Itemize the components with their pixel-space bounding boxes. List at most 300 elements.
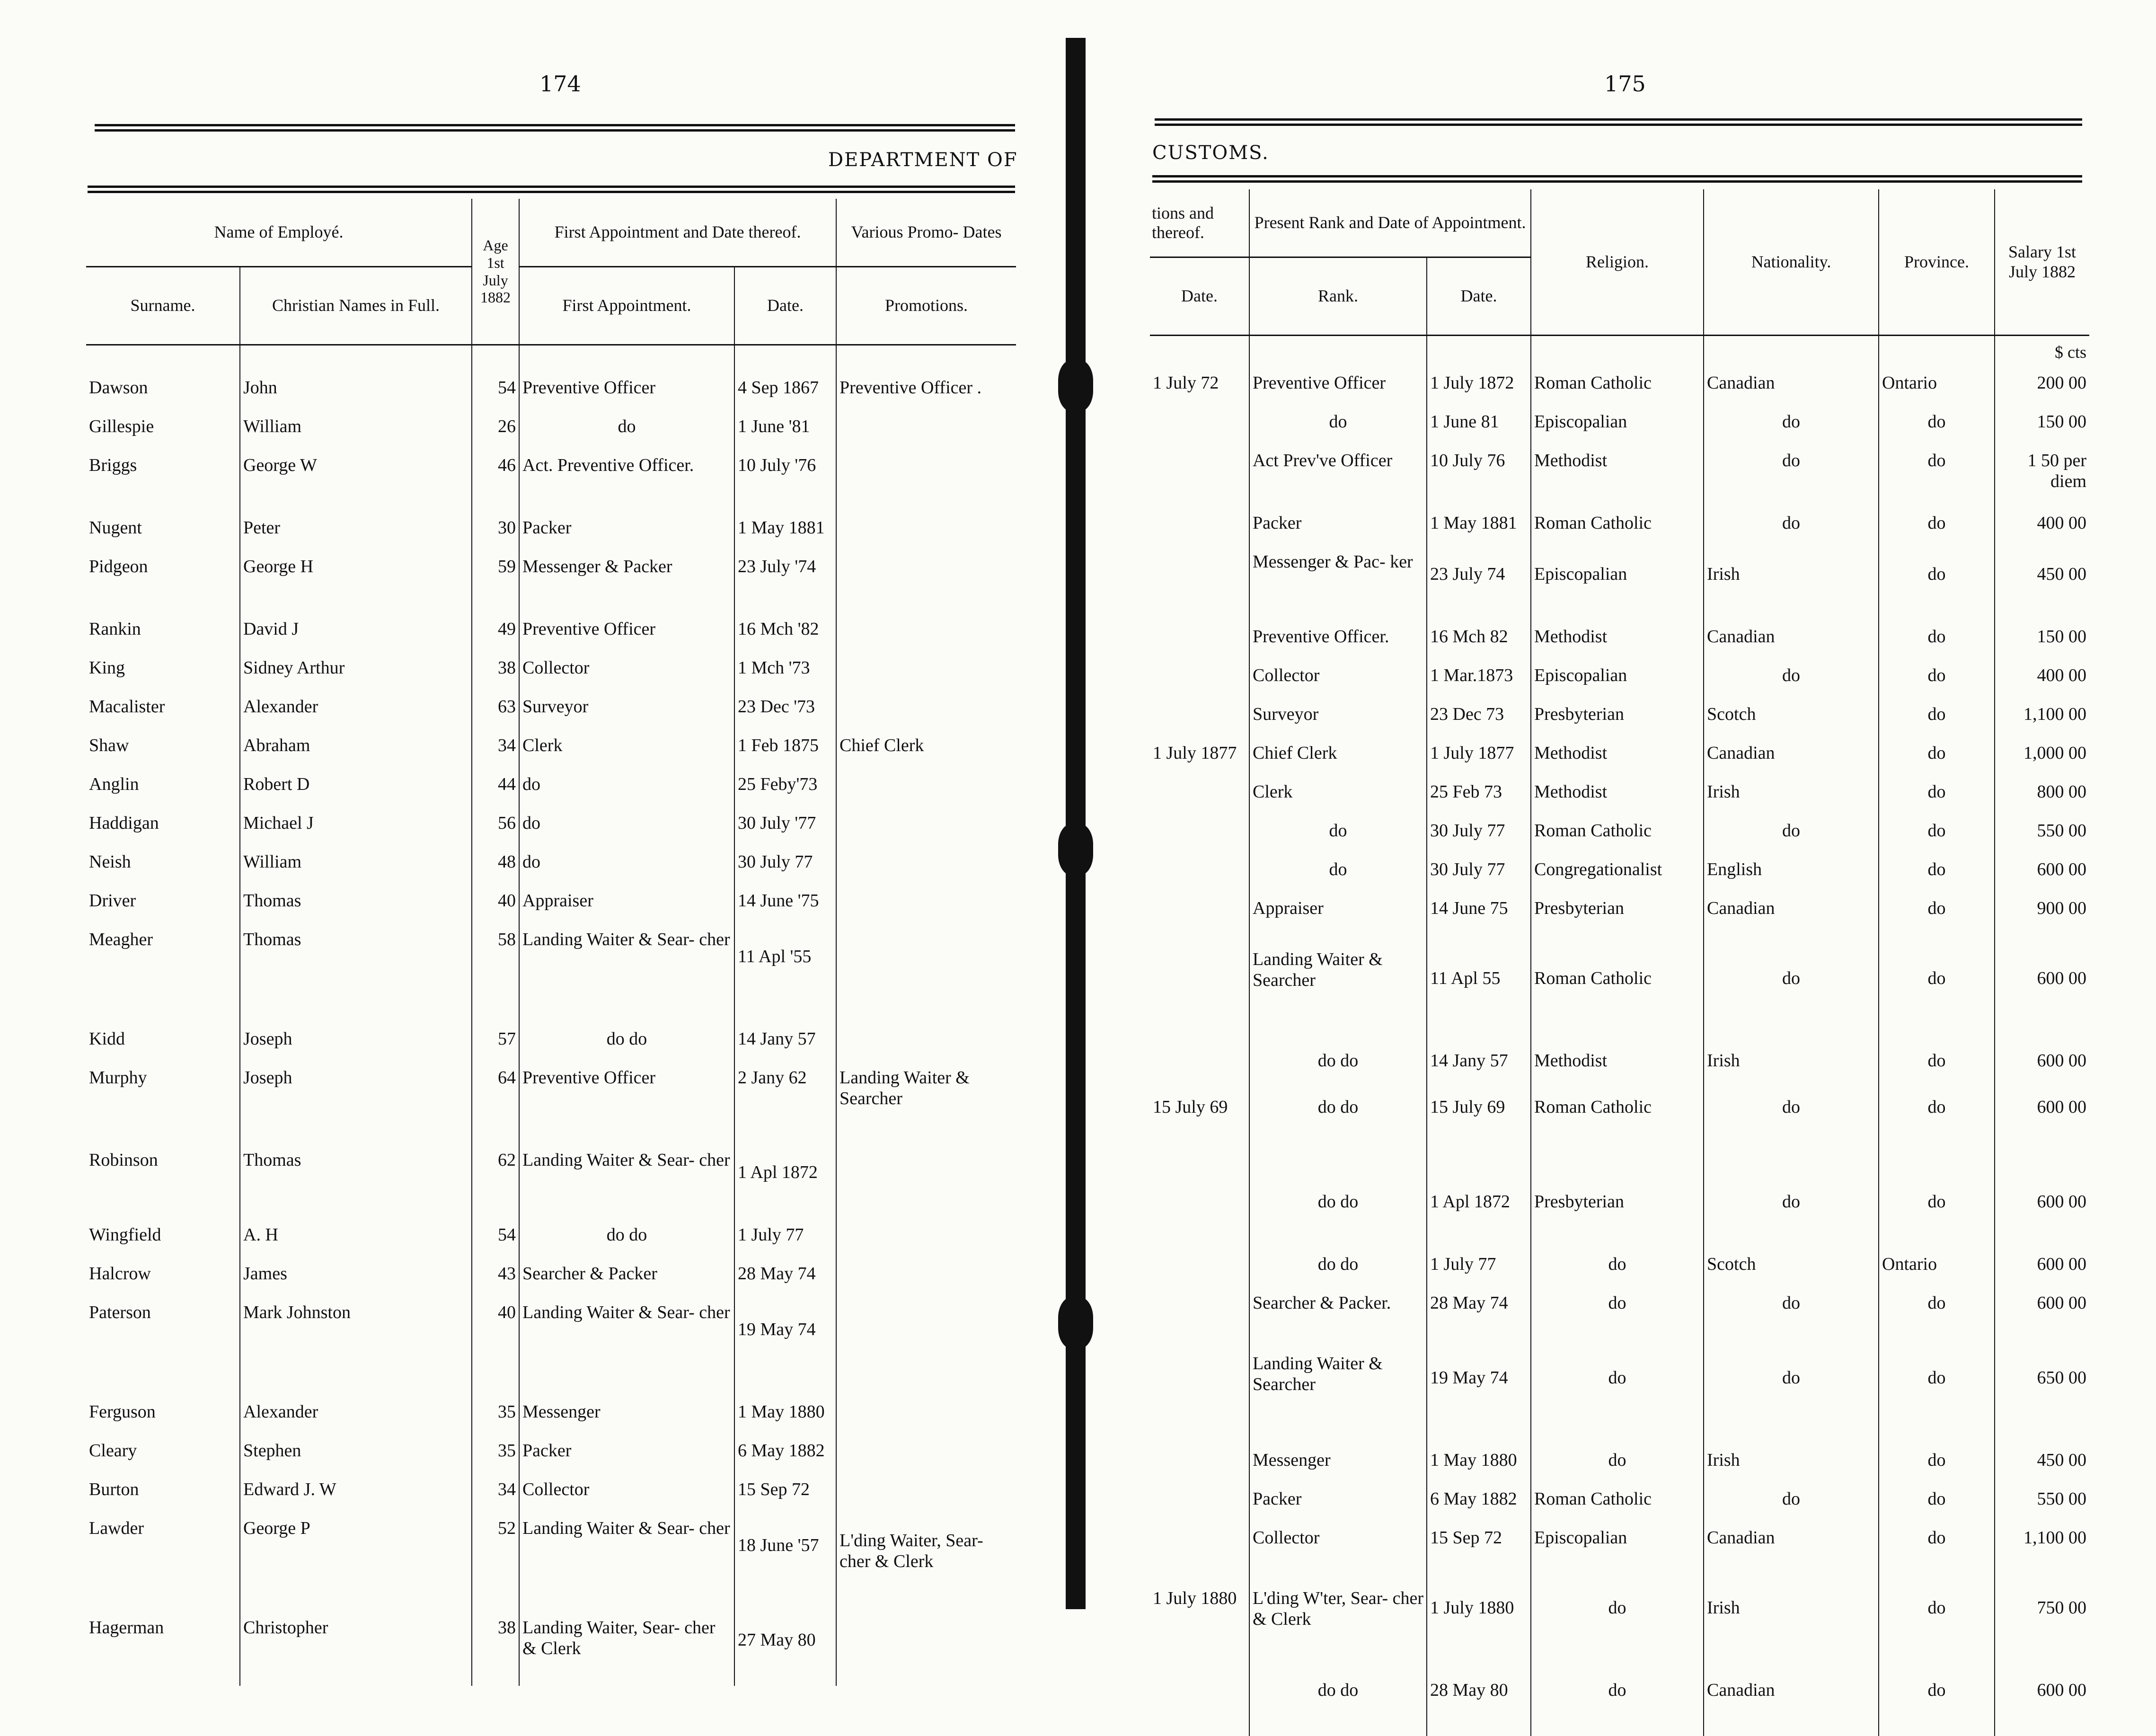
- rank-date: 11 Apl 55: [1427, 930, 1531, 1044]
- rank-date: 1 May 1880: [1427, 1444, 1531, 1482]
- province: do: [1879, 853, 1995, 892]
- first-appointment: do do: [519, 1218, 734, 1257]
- first-appointment: Landing Waiter & Sear- cher: [519, 923, 734, 1022]
- christian-names: Michael J: [240, 806, 472, 845]
- table-row: [1150, 1444, 2089, 1482]
- table-row: [1150, 736, 2089, 775]
- appointment-date: 28 May 74: [734, 1257, 836, 1296]
- spine-notch: [1058, 1297, 1093, 1349]
- double-rule: [88, 186, 1015, 193]
- table-row: [86, 612, 1016, 651]
- age: 52: [472, 1512, 519, 1611]
- age: 58: [472, 923, 519, 1022]
- first-appointment: Messenger: [519, 1395, 734, 1434]
- province: do: [1879, 506, 1995, 545]
- promotion: [836, 690, 1016, 729]
- promotion-date: [1150, 814, 1249, 853]
- table-row: [86, 923, 1016, 1022]
- christian-names: David J: [240, 612, 472, 651]
- rank: Surveyor: [1249, 698, 1427, 736]
- rank: Clerk: [1249, 775, 1427, 814]
- promotion: L'ding Waiter, Sear- cher & Clerk: [836, 1512, 1016, 1611]
- first-appointment: Preventive Officer: [519, 371, 734, 410]
- table-row: [1150, 659, 2089, 698]
- salary: 900 00: [1995, 892, 2089, 930]
- religion: do: [1531, 1560, 1704, 1674]
- rank-header: Rank.: [1249, 257, 1427, 336]
- nationality: do: [1704, 405, 1879, 444]
- religion: Roman Catholic: [1531, 506, 1704, 545]
- promotion-date: [1150, 1248, 1249, 1286]
- promotion: [836, 1143, 1016, 1218]
- promotion: [836, 1434, 1016, 1473]
- nationality: Canadian: [1704, 736, 1879, 775]
- province: do: [1879, 444, 1995, 506]
- nationality: do: [1704, 1173, 1879, 1248]
- religion: Roman Catholic: [1531, 1083, 1704, 1173]
- salary: 750 00: [1995, 1560, 2089, 1674]
- first-appointment: Clerk: [519, 729, 734, 768]
- rank-date: 16 Mch 82: [1427, 620, 1531, 659]
- age: 64: [472, 1061, 519, 1143]
- double-rule: [95, 124, 1015, 132]
- religion: do: [1531, 1674, 1704, 1736]
- appointment-date: 23 Dec '73: [734, 690, 836, 729]
- name-group-header: Name of Employé.: [86, 199, 472, 267]
- table-row: [86, 1218, 1016, 1257]
- salary-unit: $ cts: [1995, 336, 2089, 367]
- rank: Collector: [1249, 659, 1427, 698]
- religion: Methodist: [1531, 444, 1704, 506]
- salary: 600 00: [1995, 1674, 2089, 1736]
- nationality: Canadian: [1704, 620, 1879, 659]
- age: 34: [472, 729, 519, 768]
- rank-date: 25 Feb 73: [1427, 775, 1531, 814]
- table-row: [1150, 405, 2089, 444]
- double-rule: [1152, 175, 2082, 183]
- table-row: [86, 1434, 1016, 1473]
- nationality: Irish: [1704, 1444, 1879, 1482]
- salary: 1 50 per diem: [1995, 444, 2089, 506]
- appointment-date: 1 May 1880: [734, 1395, 836, 1434]
- rank-date: 15 July 69: [1427, 1083, 1531, 1173]
- surname: Paterson: [89, 1302, 151, 1322]
- age: 54: [472, 1218, 519, 1257]
- spine-notch: [1058, 824, 1093, 876]
- table-row: [86, 1611, 1016, 1686]
- rank: Landing Waiter & Searcher: [1249, 1325, 1427, 1444]
- first-appointment: Landing Waiter & Sear- cher: [519, 1512, 734, 1611]
- age: 38: [472, 651, 519, 690]
- christian-names: Alexander: [240, 1395, 472, 1434]
- salary-header: Salary 1st July 1882: [1995, 189, 2089, 336]
- promotion: [836, 1022, 1016, 1061]
- rank: do do: [1249, 1083, 1427, 1173]
- christian-names: John: [240, 371, 472, 410]
- date-header: Date.: [734, 267, 836, 345]
- promotion: [836, 511, 1016, 550]
- table-row: [1150, 1044, 2089, 1083]
- promotion: [836, 884, 1016, 923]
- salary: 150 00: [1995, 620, 2089, 659]
- province: do: [1879, 405, 1995, 444]
- table-row: [1150, 1325, 2089, 1444]
- rank-date: 14 Jany 57: [1427, 1044, 1531, 1083]
- rank-date-header: Date.: [1427, 257, 1531, 336]
- christian-names: Sidney Arthur: [240, 651, 472, 690]
- appointment-date: 16 Mch '82: [734, 612, 836, 651]
- age: 59: [472, 550, 519, 612]
- salary: 1,100 00: [1995, 1521, 2089, 1560]
- rank-date: 10 July 76: [1427, 444, 1531, 506]
- page-number: 174: [539, 71, 581, 97]
- rank: Chief Clerk: [1249, 736, 1427, 775]
- appointment-date: 18 June '57: [734, 1512, 836, 1611]
- appointment-date: 1 Apl 1872: [734, 1143, 836, 1218]
- rank: do do: [1249, 1248, 1427, 1286]
- religion: do: [1531, 1325, 1704, 1444]
- religion: do: [1531, 1286, 1704, 1325]
- christian-names: Abraham: [240, 729, 472, 768]
- nationality: do: [1704, 1325, 1879, 1444]
- promotion-date: [1150, 775, 1249, 814]
- first-appointment: Packer: [519, 1434, 734, 1473]
- rank: do: [1249, 814, 1427, 853]
- surname: King: [89, 658, 125, 678]
- surname: Wingfield: [89, 1225, 161, 1245]
- province: do: [1879, 698, 1995, 736]
- religion: Methodist: [1531, 620, 1704, 659]
- nationality: do: [1704, 930, 1879, 1044]
- promotion: [836, 651, 1016, 690]
- salary: 1,000 00: [1995, 736, 2089, 775]
- appointment-date: 1 May 1881: [734, 511, 836, 550]
- table-row: [86, 550, 1016, 612]
- promotion: [836, 449, 1016, 511]
- nationality: Canadian: [1704, 892, 1879, 930]
- religion: Methodist: [1531, 736, 1704, 775]
- province: do: [1879, 1674, 1995, 1736]
- first-appointment: Messenger & Packer: [519, 550, 734, 612]
- christian-names: George H: [240, 550, 472, 612]
- spine-notch: [1058, 360, 1093, 412]
- first-appointment: Packer: [519, 511, 734, 550]
- christian-names: Thomas: [240, 884, 472, 923]
- religion-header: Religion.: [1531, 189, 1704, 336]
- appointment-date: 25 Feby'73: [734, 768, 836, 806]
- province: do: [1879, 814, 1995, 853]
- first-appointment-group-header: First Appointment and Date thereof.: [519, 199, 836, 267]
- table-row: [86, 845, 1016, 884]
- age-header: Age 1st July 1882: [472, 199, 519, 345]
- nationality: Canadian: [1704, 1521, 1879, 1560]
- surname: Hagerman: [89, 1618, 164, 1638]
- surname: Dawson: [89, 378, 148, 398]
- surname: Shaw: [89, 735, 129, 755]
- promotion-date: 1 July 1880: [1153, 1588, 1237, 1608]
- nationality: Irish: [1704, 1044, 1879, 1083]
- promotion-date: [1150, 1044, 1249, 1083]
- surname: Rankin: [89, 619, 141, 639]
- first-appointment: do: [519, 806, 734, 845]
- table-row: [86, 371, 1016, 410]
- first-appointment: Landing Waiter & Sear- cher: [519, 1296, 734, 1395]
- appointment-date: 11 Apl '55: [734, 923, 836, 1022]
- table-row: [86, 1395, 1016, 1434]
- religion: Episcopalian: [1531, 659, 1704, 698]
- first-appointment: do: [519, 845, 734, 884]
- age: 35: [472, 1395, 519, 1434]
- religion: Episcopalian: [1531, 545, 1704, 620]
- table-row: [86, 1061, 1016, 1143]
- surname: Neish: [89, 852, 131, 872]
- promotion: [836, 1218, 1016, 1257]
- province: do: [1879, 1286, 1995, 1325]
- rank: Collector: [1249, 1521, 1427, 1560]
- rank-date: 19 May 74: [1427, 1325, 1531, 1444]
- rank-date: 28 May 80: [1427, 1674, 1531, 1736]
- rank: Preventive Officer.: [1249, 620, 1427, 659]
- surname: Cleary: [89, 1441, 137, 1461]
- appointment-date: 14 Jany 57: [734, 1022, 836, 1061]
- promotions-continued-header: tions and thereof.: [1150, 189, 1249, 257]
- department-title: DEPARTMENT OF: [828, 149, 1018, 171]
- appointment-date: 23 July '74: [734, 550, 836, 612]
- table-row: [86, 768, 1016, 806]
- surname: Briggs: [89, 455, 137, 475]
- age: 38: [472, 1611, 519, 1686]
- salary: 600 00: [1995, 853, 2089, 892]
- age: 62: [472, 1143, 519, 1218]
- nationality: do: [1704, 1482, 1879, 1521]
- surname: Ferguson: [89, 1402, 156, 1422]
- province: do: [1879, 892, 1995, 930]
- rank-date: 1 June 81: [1427, 405, 1531, 444]
- rank-date: 1 Mar.1873: [1427, 659, 1531, 698]
- age: 43: [472, 1257, 519, 1296]
- rank: Act Prev've Officer: [1249, 444, 1427, 506]
- surname: Haddigan: [89, 813, 159, 833]
- table-row: [86, 651, 1016, 690]
- surname: Anglin: [89, 774, 139, 794]
- christian-names: Alexander: [240, 690, 472, 729]
- table-row: [1150, 1083, 2089, 1173]
- nationality: do: [1704, 814, 1879, 853]
- christian-names: William: [240, 410, 472, 449]
- christian-names: Robert D: [240, 768, 472, 806]
- province: do: [1879, 1444, 1995, 1482]
- surname: Kidd: [89, 1029, 125, 1049]
- promotion: [836, 923, 1016, 1022]
- religion: Episcopalian: [1531, 405, 1704, 444]
- christian-names: Joseph: [240, 1022, 472, 1061]
- religion: Congregationalist: [1531, 853, 1704, 892]
- promotion-date: [1150, 405, 1249, 444]
- salary: 650 00: [1995, 1325, 2089, 1444]
- promotions-group-header: Various Promo- Dates: [836, 199, 1016, 267]
- nationality: do: [1704, 506, 1879, 545]
- nationality: do: [1704, 444, 1879, 506]
- table-row: [1150, 698, 2089, 736]
- rank: Messenger: [1249, 1444, 1427, 1482]
- salary: 550 00: [1995, 814, 2089, 853]
- religion: Roman Catholic: [1531, 930, 1704, 1044]
- nationality: do: [1704, 1286, 1879, 1325]
- table-row: [1150, 1482, 2089, 1521]
- rank-date: 15 Sep 72: [1427, 1521, 1531, 1560]
- salary: 200 00: [1995, 366, 2089, 405]
- first-appointment: do: [519, 768, 734, 806]
- rank-date: 1 July 1872: [1427, 366, 1531, 405]
- rank-date: 30 July 77: [1427, 853, 1531, 892]
- appointment-date: 6 May 1882: [734, 1434, 836, 1473]
- page-number: 175: [1604, 71, 1646, 97]
- appointment-date: 10 July '76: [734, 449, 836, 511]
- promotion: [836, 1296, 1016, 1395]
- table-row: [1150, 545, 2089, 620]
- nationality-header: Nationality.: [1704, 189, 1879, 336]
- salary: 600 00: [1995, 1248, 2089, 1286]
- salary: 600 00: [1995, 1083, 2089, 1173]
- promotion: [836, 612, 1016, 651]
- rank-date: 23 Dec 73: [1427, 698, 1531, 736]
- promotion-date: [1150, 1444, 1249, 1482]
- nationality: English: [1704, 853, 1879, 892]
- province: do: [1879, 659, 1995, 698]
- province: do: [1879, 1083, 1995, 1173]
- present-rank-group-header: Present Rank and Date of Appointment.: [1249, 189, 1531, 257]
- table-row: [86, 1473, 1016, 1512]
- province: do: [1879, 620, 1995, 659]
- christian-names: James: [240, 1257, 472, 1296]
- rank: Appraiser: [1249, 892, 1427, 930]
- table-row: [1150, 930, 2089, 1044]
- age: 26: [472, 410, 519, 449]
- first-appointment: Landing Waiter, Sear- cher & Clerk: [519, 1611, 734, 1686]
- table-row: [86, 511, 1016, 550]
- first-appointment-header: First Appointment.: [519, 267, 734, 345]
- salary: 600 00: [1995, 1286, 2089, 1325]
- promotion: Chief Clerk: [836, 729, 1016, 768]
- age: 40: [472, 884, 519, 923]
- christian-names: Thomas: [240, 1143, 472, 1218]
- table-row: [1150, 775, 2089, 814]
- christian-names: William: [240, 845, 472, 884]
- surname-header: Surname.: [86, 267, 240, 345]
- rank: Searcher & Packer.: [1249, 1286, 1427, 1325]
- surname: Driver: [89, 891, 136, 911]
- rank: Packer: [1249, 506, 1427, 545]
- nationality: Irish: [1704, 1560, 1879, 1674]
- promotion-date: [1150, 545, 1249, 620]
- nationality: do: [1704, 659, 1879, 698]
- nationality: do: [1704, 1083, 1879, 1173]
- age: 56: [472, 806, 519, 845]
- promotion: [836, 845, 1016, 884]
- appointment-date: 15 Sep 72: [734, 1473, 836, 1512]
- promotion-date: [1150, 853, 1249, 892]
- rank-date: 1 July 1880: [1427, 1560, 1531, 1674]
- promotion-date: [1150, 1482, 1249, 1521]
- surname: Pidgeon: [89, 557, 148, 576]
- first-appointment: Preventive Officer: [519, 612, 734, 651]
- province: do: [1879, 1482, 1995, 1521]
- promotion: Landing Waiter & Searcher: [836, 1061, 1016, 1143]
- table-row: [86, 884, 1016, 923]
- nationality: Irish: [1704, 775, 1879, 814]
- age: 54: [472, 371, 519, 410]
- table-row: [1150, 814, 2089, 853]
- province: do: [1879, 775, 1995, 814]
- first-appointment: Act. Preventive Officer.: [519, 449, 734, 511]
- table-row: [86, 449, 1016, 511]
- surname: Lawder: [89, 1518, 144, 1538]
- employee-table-left: [86, 199, 1016, 1686]
- age: 49: [472, 612, 519, 651]
- table-row: [86, 729, 1016, 768]
- rank: Preventive Officer: [1249, 366, 1427, 405]
- nationality: Scotch: [1704, 1248, 1879, 1286]
- age: 40: [472, 1296, 519, 1395]
- province: do: [1879, 1560, 1995, 1674]
- promotion: [836, 806, 1016, 845]
- table-row: [1150, 1248, 2089, 1286]
- appointment-date: 4 Sep 1867: [734, 371, 836, 410]
- promotion-date: [1150, 1173, 1249, 1248]
- surname: Halcrow: [89, 1264, 151, 1284]
- christian-names: George P: [240, 1512, 472, 1611]
- religion: Methodist: [1531, 775, 1704, 814]
- rank-date: 1 July 1877: [1427, 736, 1531, 775]
- age: 44: [472, 768, 519, 806]
- christian-names: Thomas: [240, 923, 472, 1022]
- religion: Roman Catholic: [1531, 1482, 1704, 1521]
- christian-names: Peter: [240, 511, 472, 550]
- promotion-date: 1 July 72: [1153, 373, 1219, 393]
- salary: 400 00: [1995, 506, 2089, 545]
- table-row: [86, 1022, 1016, 1061]
- first-appointment: Collector: [519, 651, 734, 690]
- age: 63: [472, 690, 519, 729]
- double-rule: [1155, 118, 2082, 126]
- religion: Episcopalian: [1531, 1521, 1704, 1560]
- promotion: [836, 1395, 1016, 1434]
- promotion: Preventive Officer .: [836, 371, 1016, 410]
- promotion: [836, 550, 1016, 612]
- province: do: [1879, 1521, 1995, 1560]
- salary: 600 00: [1995, 1044, 2089, 1083]
- province: do: [1879, 930, 1995, 1044]
- surname: Macalister: [89, 697, 165, 717]
- nationality: Canadian: [1704, 1674, 1879, 1736]
- province: do: [1879, 1325, 1995, 1444]
- rank-date: 1 July 77: [1427, 1248, 1531, 1286]
- christian-names: Stephen: [240, 1434, 472, 1473]
- promotion-date: [1150, 659, 1249, 698]
- surname: Robinson: [89, 1150, 158, 1170]
- promotion-date: [1150, 892, 1249, 930]
- surname: Murphy: [89, 1068, 147, 1088]
- religion: Methodist: [1531, 1044, 1704, 1083]
- religion: do: [1531, 1248, 1704, 1286]
- age: 48: [472, 845, 519, 884]
- table-row: [86, 806, 1016, 845]
- first-appointment: Preventive Officer: [519, 1061, 734, 1143]
- christian-names: George W: [240, 449, 472, 511]
- promotion-date: [1150, 1521, 1249, 1560]
- rank: L'ding W'ter, Sear- cher & Clerk: [1249, 1560, 1427, 1674]
- christian-names: A. H: [240, 1218, 472, 1257]
